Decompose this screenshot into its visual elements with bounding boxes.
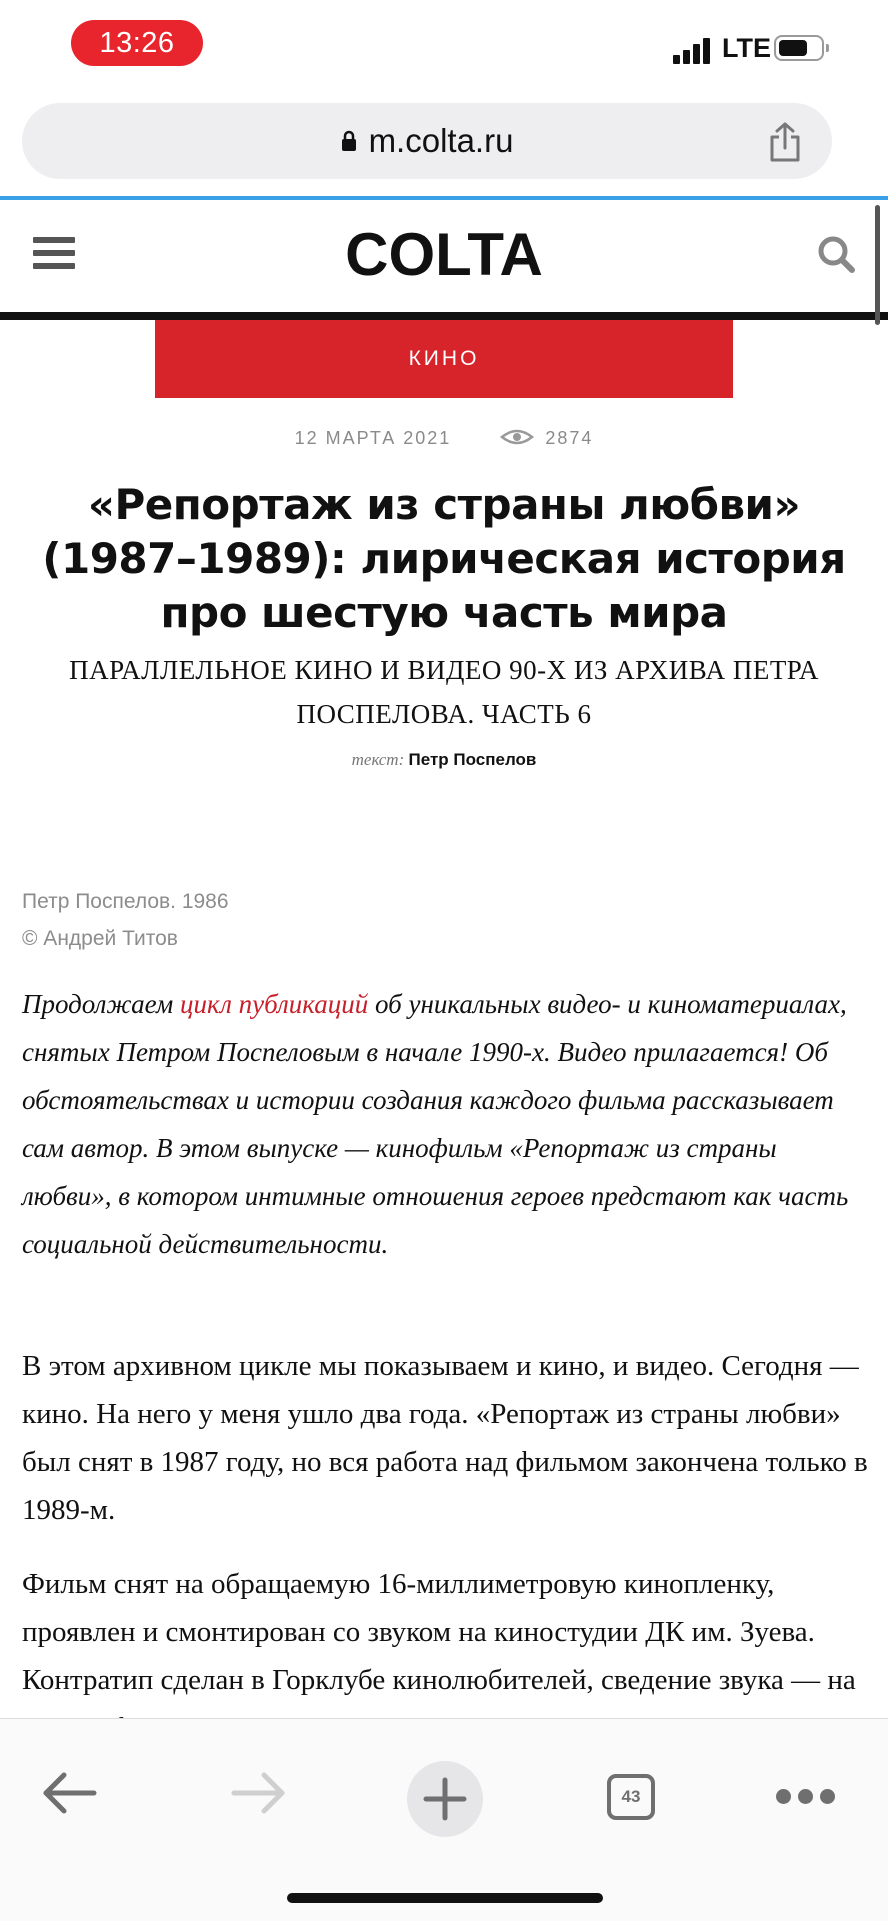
arrow-right-icon[interactable]	[230, 1771, 286, 1815]
status-time[interactable]: 13:26	[71, 20, 203, 66]
lock-icon	[341, 130, 357, 152]
series-link[interactable]: цикл публикаций	[179, 989, 369, 1019]
new-tab-button[interactable]	[407, 1761, 483, 1837]
plus-icon	[423, 1777, 467, 1821]
network-type: LTE	[722, 33, 771, 63]
author-link[interactable]: Петр Поспелов	[408, 750, 537, 769]
browser-toolbar	[0, 1718, 888, 1921]
article-meta	[0, 428, 888, 449]
battery-icon	[774, 35, 824, 61]
article-date: 12 МАРТА 2021	[294, 428, 452, 448]
arrow-left-icon[interactable]	[42, 1771, 98, 1815]
home-indicator	[287, 1893, 603, 1903]
article-paragraph: Фильм снят на обращаемую 16-миллиметровую кинопленку, проявлен и смонтирован со звуком на киностудии ДК им. Зуева. Контратип сделан в Горклубе кинолюбителей, сведение звука — на	[22, 1568, 856, 1696]
site-logo[interactable]	[0, 220, 888, 289]
more-dots-icon[interactable]	[776, 1789, 836, 1805]
category-link[interactable]: КИНО	[155, 320, 733, 398]
byline-label: текст:	[351, 750, 405, 769]
site-header	[0, 200, 888, 312]
status-bar	[0, 0, 888, 94]
tabs-button[interactable]: 43	[607, 1774, 655, 1820]
logo-text: COLTA	[345, 221, 543, 288]
search-icon[interactable]	[816, 234, 856, 274]
article-title: «Репортаж из страны любви» (1987–1989): лирическая история про шестую часть мира	[42, 480, 846, 637]
header-divider	[0, 312, 888, 320]
address-bar[interactable]	[22, 103, 832, 179]
article-paragraph: В этом архивном цикле мы показываем и кино, и видео. Сегодня — кино. На него у меня ушло два года. «Репортаж из страны любви» был снят в 1987 году, но вся работа над фильмом закончена только в 1989-м.	[22, 1350, 868, 1526]
article-subtitle: ПАРАЛЛЕЛЬНОЕ КИНО И ВИДЕО 90-Х ИЗ АРХИВА ПЕТРА ПОСПЕЛОВА. ЧАСТЬ 6	[69, 655, 819, 729]
url-text[interactable]: m.colta.ru	[368, 122, 514, 159]
eye-icon	[500, 428, 534, 446]
article-lead	[22, 980, 872, 1268]
byline	[0, 750, 888, 770]
caption-text: Петр Поспелов. 1986	[22, 890, 229, 913]
lead-text-start: Продолжаем	[22, 989, 180, 1019]
scrollbar	[875, 205, 880, 325]
share-icon[interactable]	[766, 121, 804, 163]
lead-text-end: об уникальных видео- и киноматериалах, снятых Петром Поспеловым в начале 1990-х. Видео прилагается! Об обстоятельствах и истории создания каждого фильма рассказывает сам автор. В этом выпуске — кинофильм «Репортаж из страны любви», в котором интимные отношения героев предстают как часть социальной действительности.	[22, 989, 849, 1259]
photo-caption	[22, 883, 862, 957]
cellular-signal-icon	[673, 36, 713, 64]
photo-credit: © Андрей Титов	[22, 927, 178, 950]
view-count: 2874	[545, 428, 594, 448]
